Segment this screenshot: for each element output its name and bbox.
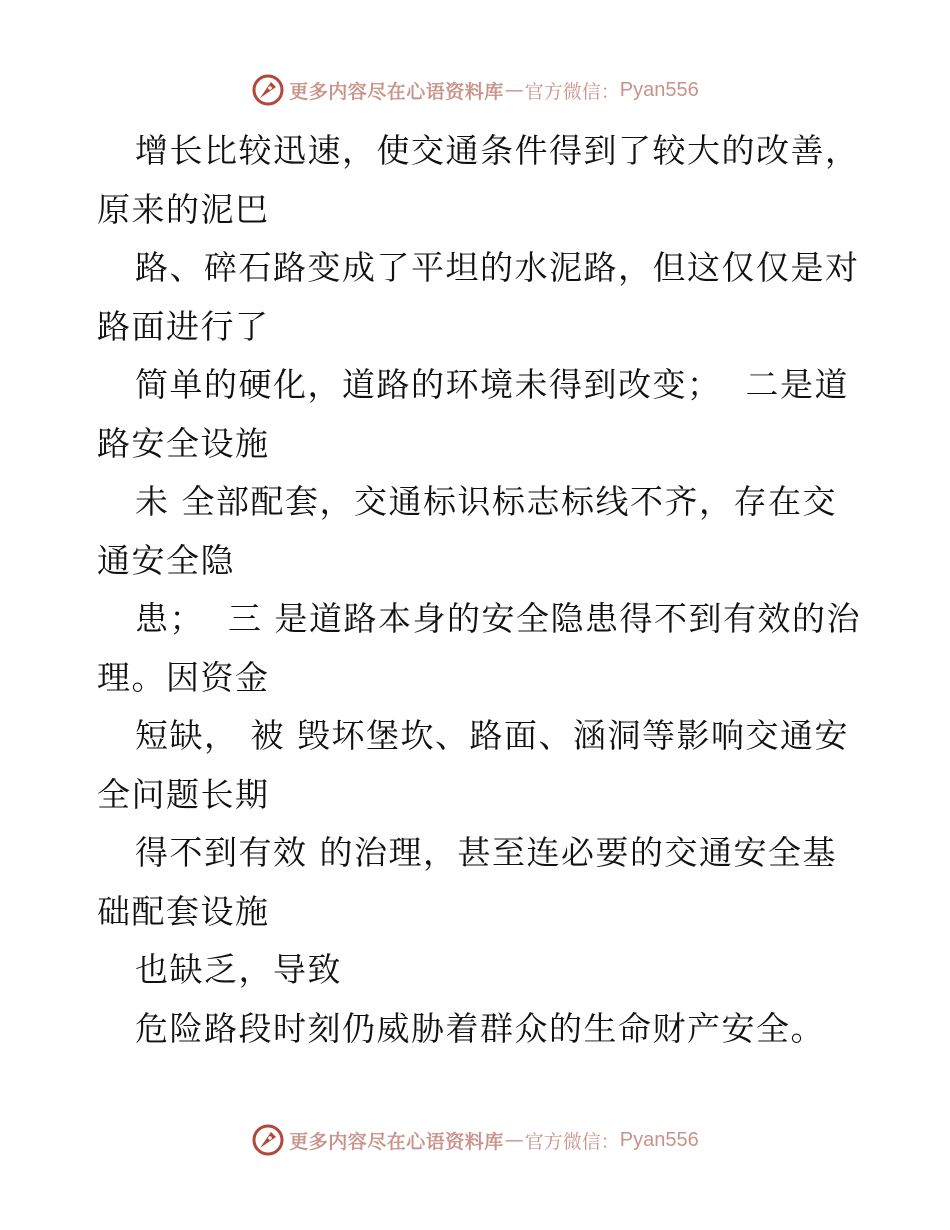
watermark-title: 更多内容尽在心语资料库 — [289, 80, 504, 103]
watermark-id: Pyan556 — [619, 1128, 699, 1151]
body-line: 全问题长期 — [97, 774, 270, 814]
body-line: 未 全部配套，交通标识标志标线不齐，存在交 — [135, 482, 837, 521]
body-line: 危险路段时刻仍威胁着群众的生命财产安全。 — [135, 1008, 825, 1048]
body-line: 增长比较迅速，使交通条件得到了较大的改善， — [135, 131, 860, 170]
footer-watermark — [0, 1120, 950, 1160]
body-line: 原来的泥巴 — [97, 189, 270, 229]
body-line: 患； 三 是道路本身的安全隐患得不到有效的治 — [135, 599, 861, 638]
body-line: 简单的硬化，道路的环境未得到改变； 二是道 — [135, 365, 849, 404]
body-line: 路安全设施 — [97, 423, 270, 463]
watermark-title: 更多内容尽在心语资料库 — [289, 1130, 504, 1153]
body-line: 也缺乏，导致 — [135, 950, 342, 989]
watermark-dash: — — [504, 1129, 524, 1151]
watermark-label: 官方微信： — [524, 1130, 620, 1153]
body-line: 通安全隐 — [97, 540, 235, 580]
watermark-dash: — — [504, 79, 524, 101]
body-line: 理。因资金 — [97, 657, 270, 697]
document-body — [97, 122, 861, 1058]
header-watermark — [0, 70, 950, 110]
body-line: 短缺， 被 毁坏堡坎、路面、涵洞等影响交通安 — [135, 716, 849, 755]
pen-nib-circle-icon — [251, 73, 285, 107]
body-line: 得不到有效 的治理，甚至连必要的交通安全基 — [135, 833, 837, 872]
body-line: 路面进行了 — [97, 306, 270, 346]
pen-nib-circle-icon — [251, 1123, 285, 1157]
body-line: 路、碎石路变成了平坦的水泥路，但这仅仅是对 — [135, 248, 860, 287]
body-line: 础配套设施 — [97, 891, 270, 931]
watermark-id: Pyan556 — [619, 78, 699, 101]
watermark-label: 官方微信： — [524, 80, 620, 103]
